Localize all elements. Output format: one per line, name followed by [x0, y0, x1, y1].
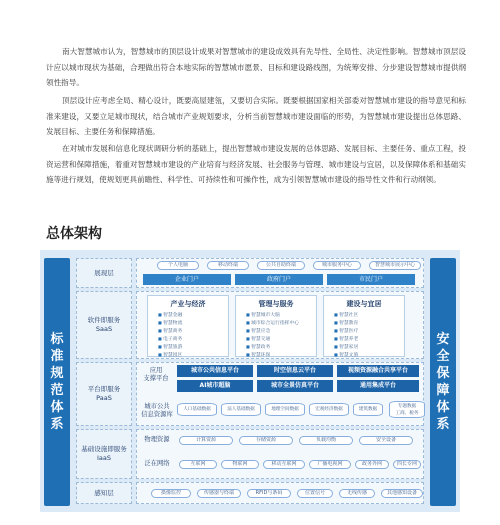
database-cylinder: 建筑数据: [353, 403, 383, 416]
saas-layer: [76, 291, 424, 359]
side-left-char: 范: [50, 383, 64, 398]
perception-layer: [76, 482, 424, 504]
saas-label-en: SaaS: [95, 325, 113, 333]
saas-item: ■ 智慧教育: [334, 319, 404, 327]
security-system-bar: [430, 258, 456, 506]
side-right-char: 障: [436, 383, 450, 398]
network-pill: 四长专网: [393, 460, 421, 469]
special-db-line: 专题数据: [397, 404, 417, 409]
iaas-layer: [76, 429, 424, 479]
app-support-label: [139, 367, 173, 383]
saas-column-title: 管理与服务: [258, 300, 294, 308]
saas-item: ■ 智慧应急: [246, 327, 316, 335]
resource-db-label: [139, 403, 175, 419]
saas-item: ■ 电子商务: [158, 335, 228, 343]
saas-column-title: 建设与宜居: [346, 300, 382, 308]
side-left-char: 标: [50, 332, 64, 347]
sensor-pill: RFID与条码: [247, 489, 291, 498]
saas-column-title: 产业与经济: [170, 300, 206, 308]
resource-db-label-line: 信息资源库: [141, 411, 173, 418]
database-cylinder: 人口基础数据: [177, 403, 217, 416]
saas-item: ■ 智慧商务: [158, 327, 228, 335]
iaas-layer-body: [136, 429, 424, 479]
sensor-pill: 其他感知设备: [381, 489, 423, 498]
resource-pill: 安全设备: [359, 436, 413, 445]
network-pill: 移动互联网: [263, 460, 305, 469]
terminal-pill: 城市服务中心: [313, 261, 361, 270]
saas-label-cn: 软件即服务: [87, 316, 121, 324]
paas-layer-body: [136, 362, 424, 426]
sensor-pill: 传感器与终端: [197, 489, 241, 498]
platform-bar: 时空信息云平台: [257, 365, 333, 377]
perception-layer-body: [136, 482, 424, 504]
display-layer: [76, 258, 424, 288]
network-pill: 广播电视网: [309, 460, 351, 469]
saas-item: ■ 智慧园区: [158, 351, 228, 359]
saas-column-industry: [147, 295, 229, 357]
platform-bar: 视频资源融合共享平台: [337, 365, 419, 377]
platform-bar: AI城市超脑: [177, 380, 253, 392]
app-support-label-line: 应用: [149, 367, 163, 374]
section-title: 总体架构: [46, 226, 102, 242]
side-right-char: 体: [436, 400, 450, 415]
network-pill: 互联网: [179, 460, 217, 469]
saas-item: ■ 智慧政务: [246, 343, 316, 351]
app-support-label-line: 支撑平台: [143, 375, 169, 382]
network-pill: 物联网: [221, 460, 259, 469]
saas-item: ■ 智慧城市大脑: [246, 311, 316, 319]
government-portal: 政府门户: [235, 274, 323, 285]
paas-label-cn: 平台即服务: [87, 385, 121, 393]
saas-layer-label: [76, 291, 132, 359]
iaas-label-cn: 基础设施即服务: [81, 445, 127, 453]
terminal-pill: 公共自助终端: [257, 261, 305, 270]
paragraph-1: [46, 44, 466, 91]
iaas-layer-label: [76, 429, 132, 479]
side-right-char: 系: [436, 417, 450, 432]
sensor-pill: 摄像监控: [151, 489, 191, 498]
saas-layer-body: [136, 291, 424, 359]
side-left-char: 规: [50, 366, 64, 381]
database-cylinder: 地理空间数据: [265, 403, 305, 416]
saas-item: ■ 智慧社区: [334, 311, 404, 319]
resource-pill: 存储资源: [239, 436, 293, 445]
saas-item: ■ 智慧金融: [158, 311, 228, 319]
paragraph-2: [46, 93, 466, 140]
resource-db-label-line: 城市公共: [144, 403, 170, 410]
paragraph-1-text: 南大智慧城市认为，智慧城市的顶层设计成果对智慧城市的建设成效具有先导性、全局性、决定性影响。智慧城市顶层设计应以城市现状为基础，合理做出符合本地实际的智慧城市愿景、目标和建设路线图，为统筹安排、分步建设智慧城市提供纲领性指导。: [46, 47, 466, 87]
saas-item: ■ 城市综合运行指挥中心: [246, 319, 316, 327]
platform-bar: 通用集成平台: [337, 380, 419, 392]
saas-item: ■ 智慧环保: [246, 351, 316, 359]
special-database: [389, 401, 425, 418]
paas-layer-label: [76, 362, 132, 426]
side-right-char: 全: [436, 349, 450, 364]
side-right-char: 安: [436, 332, 450, 347]
side-left-char: 系: [50, 417, 64, 432]
side-right-char: 保: [436, 366, 450, 381]
saas-column-management: [235, 295, 317, 357]
platform-bar: 城市公共信息平台: [177, 365, 253, 377]
sensor-pill: 无线传感: [339, 489, 375, 498]
display-layer-body: [136, 258, 424, 288]
database-cylinder: 法人基础数据: [221, 403, 261, 416]
terminal-pill: 移动终端: [207, 261, 249, 270]
paragraph-2-text: 顶层设计应考虑全局、精心设计，既要高屋建瓴，又要切合实际。既要根据国家相关部委对智慧城市建设的指导意见和标准来建设，又要立足城市现状，结合城市产业规划要求，分析当前智慧城市建设面临的形势，为智慧城市建设提出总体思路、发展目标、主要任务和保障措施。: [46, 96, 466, 136]
platform-bar: 城市全景仿真平台: [257, 380, 333, 392]
database-row: [177, 403, 425, 419]
database-cylinder: 宏观经济数据: [309, 403, 349, 416]
resource-pill: 负载均衡: [299, 436, 353, 445]
saas-item: ■ 智慧医疗: [334, 327, 404, 335]
iaas-label-en: IaaS: [96, 454, 111, 462]
saas-item: ■ 智慧物流: [158, 319, 228, 327]
paas-layer: [76, 362, 424, 426]
ubiquitous-network-label: 泛在网络: [144, 460, 170, 467]
saas-item: ■ 智慧交通: [246, 335, 316, 343]
sensor-pill: 位置信号: [297, 489, 333, 498]
paragraph-3-text: 在对城市发展和信息化现状调研分析的基础上，提出智慧城市建设发展的总体思路、发展目标、主要任务、重点工程，投资运营和保障措施，着重对智慧城市建设的产业培育与经济发展、社会服务与管理、城市建设与宜居，以及保障体系和基础实施等进行规划，使规划更具前瞻性、科学性、可持续性和可操作性，成为引领智慧城市建设的指导性文件和行动纲领。: [46, 144, 466, 184]
saas-item: ■ 智慧养老: [334, 335, 404, 343]
paragraph-3: [46, 141, 466, 188]
perception-layer-label: 感知层: [76, 482, 132, 504]
paas-label-en: PaaS: [96, 394, 112, 402]
physical-resource-label: 物理资源: [144, 436, 170, 443]
saas-item: ■ 智慧文旅: [334, 351, 404, 359]
special-db-line: 工商、税务: [395, 411, 419, 416]
side-left-char: 准: [50, 349, 64, 364]
terminal-pill: 个人电脑: [157, 261, 199, 270]
enterprise-portal: 企业门户: [143, 274, 231, 285]
saas-item: ■ 智慧家居: [334, 343, 404, 351]
resource-pill: 计算资源: [179, 436, 233, 445]
saas-item: ■ 智慧旅游: [158, 343, 228, 351]
network-pill: 政务外网: [355, 460, 389, 469]
side-left-char: 体: [50, 400, 64, 415]
citizen-portal: 市民门户: [327, 274, 415, 285]
saas-column-livability: [323, 295, 405, 357]
standards-system-bar: [44, 258, 70, 506]
display-layer-label: 展现层: [76, 258, 132, 288]
terminal-pill: 智慧城市展示中心: [369, 261, 421, 270]
